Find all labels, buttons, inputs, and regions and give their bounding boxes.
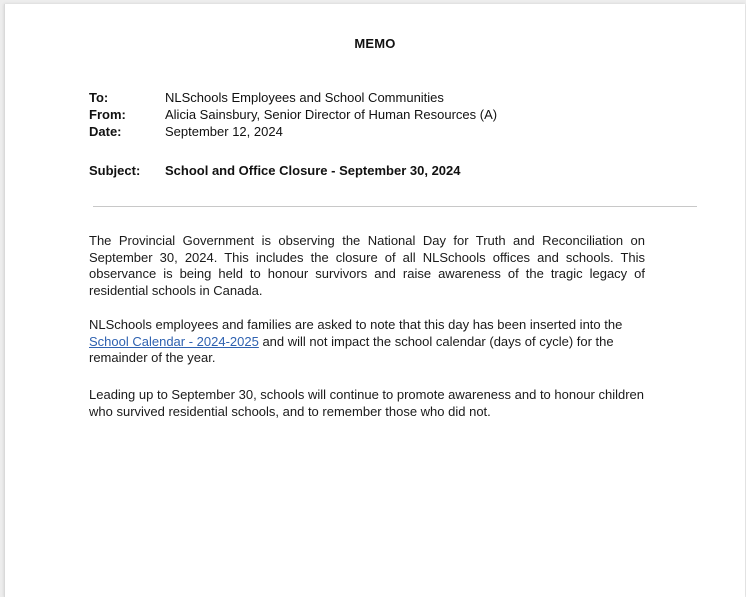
from-value: Alicia Sainsbury, Senior Director of Human Resources (A) xyxy=(165,107,498,122)
paragraph-3: Leading up to September 30, schools will continue to promote awareness and to honour children who survived residential schools, and to remember those who did not. xyxy=(89,387,645,419)
subject-row xyxy=(89,162,460,179)
paragraph-2-text-after: and will not impact the school calendar (days of cycle) for the remainder of the year. xyxy=(89,333,614,365)
subject-label: Subject: xyxy=(89,163,141,178)
to-label: To: xyxy=(89,90,109,105)
memo-page xyxy=(4,4,745,597)
to-value: NLSchools Employees and School Communities xyxy=(165,90,444,105)
school-calendar-link[interactable]: School Calendar - 2024-2025 xyxy=(89,333,259,349)
date-value: September 12, 2024 xyxy=(165,124,283,139)
paragraph-2-text-before: NLSchools employees and families are asked to note that this day has been inserted into the xyxy=(89,317,623,332)
memo-title: MEMO xyxy=(354,36,396,51)
paragraph-1: The Provincial Government is observing the National Day for Truth and Reconciliation on September 30, 2024. This includes the closure of all NLSchools offices and schools. This observance is being held to honour survivors and raise awareness of the tragic legacy of residential schools in Canada. xyxy=(89,233,645,298)
date-label: Date: xyxy=(89,124,122,139)
to-row xyxy=(89,89,444,106)
header-divider xyxy=(93,206,697,207)
from-label: From: xyxy=(89,107,126,122)
paragraph-2 xyxy=(89,317,645,367)
date-row xyxy=(89,123,283,140)
subject-value: School and Office Closure - September 30, 2024 xyxy=(165,163,461,178)
from-row xyxy=(89,106,497,123)
